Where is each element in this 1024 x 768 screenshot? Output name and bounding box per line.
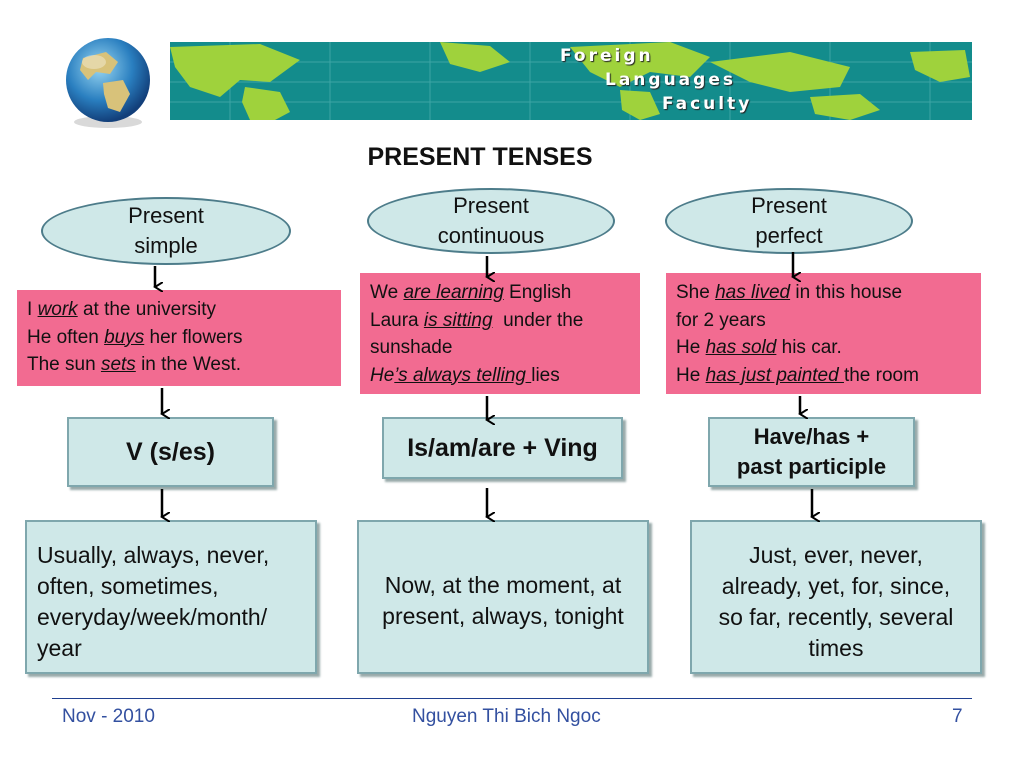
formula-line: Have/has + — [753, 424, 870, 449]
marker-line: often, sometimes, — [37, 573, 219, 599]
formula-line: Is/am/are + Ving — [407, 433, 598, 462]
sentence-text: He — [676, 337, 706, 358]
sentence-text: for 2 years — [676, 309, 766, 331]
verb-form: are learning — [403, 282, 504, 303]
subject-word: He — [370, 364, 395, 386]
verb-form: ’s always telling — [394, 364, 532, 386]
sentence-text: in the West. — [135, 354, 242, 375]
heading-line: perfect — [755, 223, 823, 248]
footer-author: Nguyen Thi Bich Ngoc — [412, 706, 601, 727]
sentence-text: lies — [531, 364, 560, 386]
sentence-text: in this house — [790, 282, 903, 303]
slide-title: PRESENT TENSES — [367, 143, 593, 171]
verb-form: has sold — [705, 337, 777, 358]
sentence-text: the room — [843, 364, 919, 386]
sentence-text: He — [676, 364, 706, 386]
banner-title-line3: Faculty — [662, 94, 753, 114]
marker-line: year — [37, 635, 82, 661]
verb-form: has lived — [715, 282, 791, 303]
sentence-text: She — [676, 282, 716, 303]
marker-line: Just, ever, never, — [749, 542, 923, 568]
sentence-text: at the university — [77, 299, 217, 320]
banner-title-line2: Languages — [605, 70, 736, 90]
marker-line: already, yet, for, since, — [721, 573, 951, 599]
heading-line: Present — [453, 193, 529, 218]
sentence-text: under the — [492, 309, 584, 331]
footer-date: Nov - 2010 — [62, 706, 155, 727]
verb-form: has just painted — [705, 364, 844, 386]
heading-line: Present — [128, 203, 204, 228]
sentence-text: English — [503, 282, 572, 303]
sentence-text: I — [27, 299, 38, 320]
marker-line: everyday/week/month/ — [37, 604, 268, 630]
formula-line: past participle — [736, 454, 887, 479]
verb-form: is sitting — [423, 309, 493, 331]
verb-form: buys — [104, 326, 145, 348]
marker-line: present, always, tonight — [382, 603, 624, 629]
verb-form: sets — [100, 354, 136, 375]
formula-line: V (s/es) — [126, 437, 215, 466]
sentence-text: her flowers — [144, 326, 243, 348]
heading-line: simple — [134, 233, 198, 258]
sentence-text: The sun — [27, 354, 101, 375]
footer-divider — [52, 698, 972, 699]
heading-line: continuous — [437, 223, 545, 248]
sentence-text: He often — [27, 326, 105, 348]
footer-page-number: 7 — [952, 706, 963, 727]
sentence-text: We — [370, 282, 404, 303]
marker-line: Now, at the moment, at — [384, 572, 622, 598]
banner-title-line1: Foreign — [560, 46, 654, 66]
verb-form: work — [37, 299, 78, 320]
marker-line: Usually, always, never, — [37, 542, 270, 568]
marker-line: times — [808, 635, 864, 661]
marker-line: so far, recently, several — [718, 604, 954, 630]
sentence-text: sunshade — [370, 337, 453, 358]
sentence-text: his car. — [776, 337, 842, 358]
heading-line: Present — [751, 193, 827, 218]
sentence-text: Laura — [370, 309, 424, 331]
